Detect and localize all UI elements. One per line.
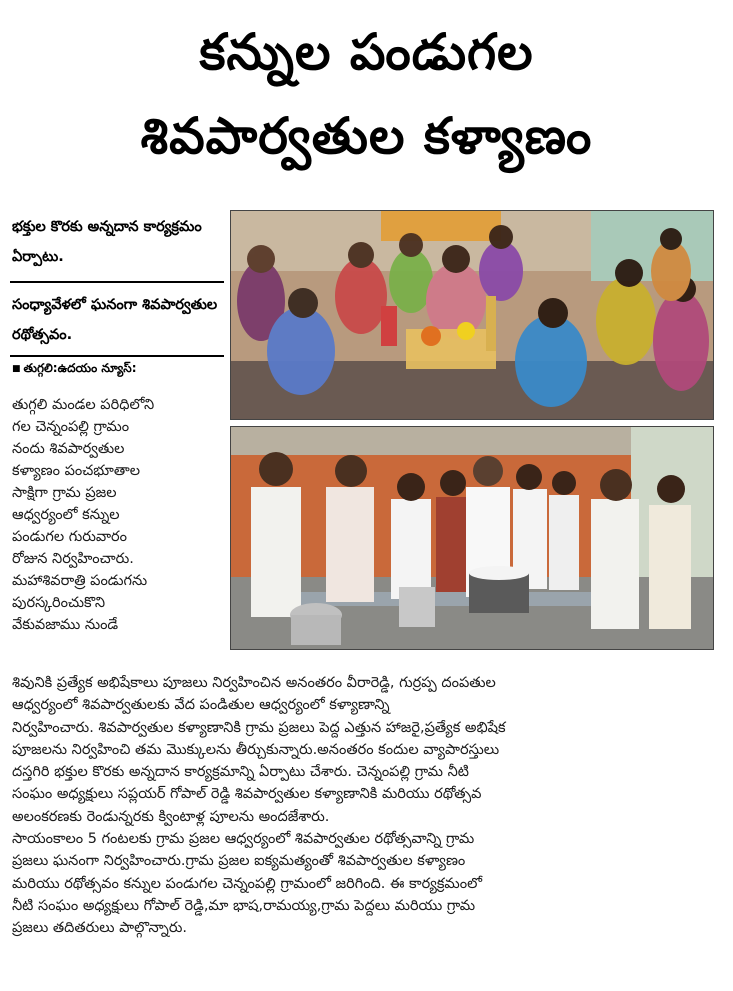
article-body-text <box>12 672 724 940</box>
text-line: నందు శివపార్వతుల <box>12 441 125 457</box>
text-line: తుగ్గలి మండల పరిధిలోని <box>12 397 155 413</box>
text-line: శివునికి ప్రత్యేక అభిషేకాలు పూజలు నిర్వహించిన అనంతరం వీరారెడ్డి, గుర్రప్ప దంపతుల <box>12 675 496 691</box>
text-line: దస్తగిరి భక్తుల కొరకు అన్నదాన కార్యక్రమాన్ని ఏర్పాటు చేశారు. చెన్నంపల్లి గ్రామ నీటి <box>12 764 469 781</box>
text-line: సాక్షిగా గ్రామ ప్రజల <box>12 485 117 501</box>
text-line: పూజలను నిర్వహించి తమ మొక్కులను తీర్చుకున్నారు.అనంతరం కందుల వ్యాపారస్తులు <box>12 741 500 758</box>
text-line: ప్రజలు ఘనంగా నిర్వహించారు.గ్రామ ప్రజల ఐక్యమత్యంతో శివపార్వతుల కళ్యాణం <box>12 853 466 870</box>
text-line: రోజున నిర్వహించారు. <box>12 551 134 567</box>
text-line: మహాశివరాత్రి పండుగను <box>12 573 148 589</box>
text-line: ఆధ్వర్యంలో శివపార్వతులకు వేద పండితుల ఆధ్వర్యంలో కళ్యాణాన్ని <box>12 697 390 714</box>
text-line: పండుగల గురువారం <box>12 529 127 545</box>
headline-line-2: శివపార్వతుల కళ్యాణం <box>140 107 593 165</box>
subhead-divider <box>10 281 224 283</box>
text-line: నీటి సంఘం అధ్యక్షులు గోపాల్ రెడ్డి,మా భాష,రామయ్య,గ్రామ పెద్దలు మరియు గ్రామ <box>12 897 476 914</box>
text-line: నిర్వహించారు. శివపార్వతుల కళ్యాణానికి గ్రామ ప్రజలు పెద్ద ఎత్తున హాజరై,ప్రత్యేక అభిషేక <box>12 719 506 736</box>
text-line: వేకువజాము నుండే <box>12 617 119 633</box>
bullet-icon: ■ <box>12 364 21 374</box>
dateline-text: తుగ్గలి:ఉదయం న్యూస్: <box>23 361 137 375</box>
photo-kalyanam-ceremony <box>230 210 714 420</box>
subhead-rathotsavam: సంధ్యావేళలో ఘనంగా శివపార్వతుల రథోత్సవం. <box>12 297 218 343</box>
text-line: పురస్కరించుకొని <box>12 595 106 611</box>
text-line: సాయంకాలం 5 గంటలకు గ్రామ ప్రజల ఆధ్వర్యంలో శివపార్వతుల రథోత్సవాన్ని గ్రామ <box>12 831 475 848</box>
text-line: ఆధ్వర్యంలో కన్నుల <box>12 507 120 523</box>
text-line: మరియు రథోత్సవం కన్నుల పండుగల చెన్నంపల్లి గ్రామంలో జరిగింది. ఈ కార్యక్రమంలో <box>12 875 483 892</box>
subhead-divider <box>10 355 224 357</box>
dateline <box>12 360 226 377</box>
article-column-text <box>12 394 226 636</box>
text-line: ప్రజలు తదితరులు పాల్గొన్నారు. <box>12 920 188 937</box>
text-line: గల చెన్నంపల్లి గ్రామం <box>12 419 130 435</box>
text-line: కళ్యాణం పంచభూతాల <box>12 463 140 479</box>
text-line: సంఘం అధ్యక్షులు సప్లయర్ గోపాల్ రెడ్డి శివపార్వతుల కళ్యాణానికి మరియు రథోత్సవ <box>12 786 482 803</box>
photo-annadanam-distribution <box>230 426 714 650</box>
text-line: అలంకరణకు రెండున్నరకు క్వింటాళ్ల పూలను అందజేశారు. <box>12 808 330 825</box>
headline-line-1: కన్నుల పండుగల <box>199 23 534 81</box>
subhead-annadanam: భక్తుల కొరకు అన్నదాన కార్యక్రమం ఏర్పాటు. <box>12 219 202 265</box>
